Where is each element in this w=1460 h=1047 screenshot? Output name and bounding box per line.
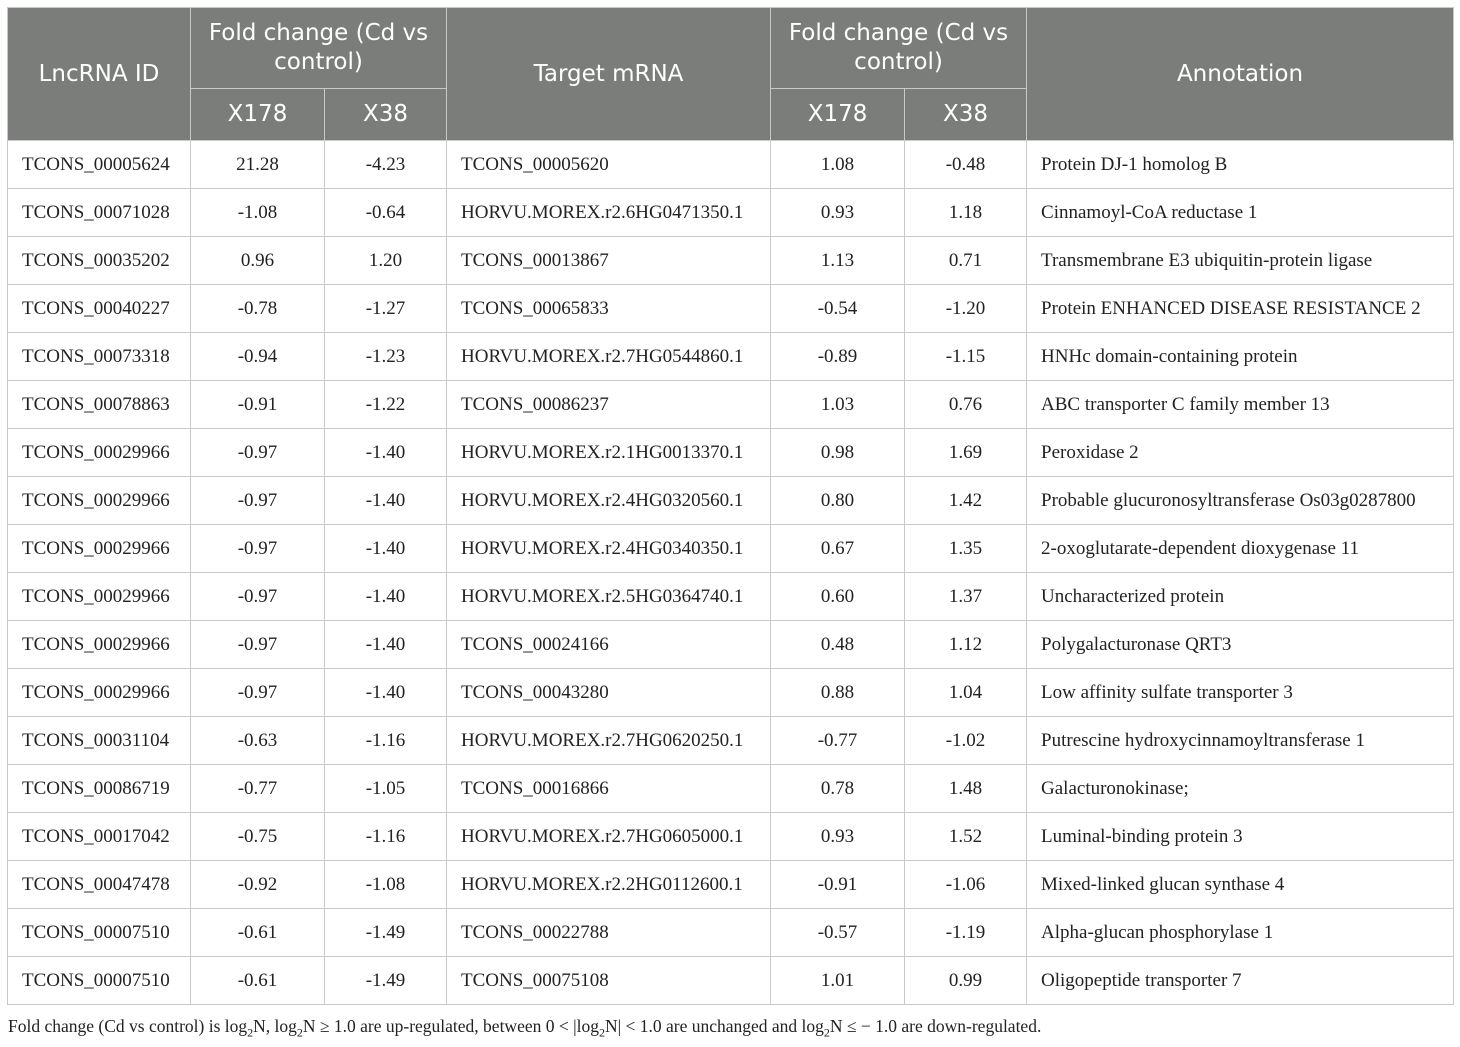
cell-mrna-x178: 1.01 <box>771 957 905 1005</box>
cell-mrna-x38: 0.76 <box>905 381 1027 429</box>
table-row <box>8 909 1454 957</box>
cell-mrna-x38: 1.35 <box>905 525 1027 573</box>
cell-lncrna-id: TCONS_00005624 <box>8 141 191 189</box>
cell-mrna-x38: 0.71 <box>905 237 1027 285</box>
cell-lncrna-x178: -0.97 <box>191 573 325 621</box>
cell-lncrna-x38: -1.40 <box>325 573 447 621</box>
cell-annotation: HNHc domain-containing protein <box>1027 333 1454 381</box>
cell-target-mrna: TCONS_00065833 <box>447 285 771 333</box>
cell-target-mrna: HORVU.MOREX.r2.7HG0620250.1 <box>447 717 771 765</box>
cell-lncrna-x38: -0.64 <box>325 189 447 237</box>
results-table <box>7 7 1454 1005</box>
cell-mrna-x38: 1.42 <box>905 477 1027 525</box>
cell-mrna-x178: -0.91 <box>771 861 905 909</box>
cell-target-mrna: HORVU.MOREX.r2.7HG0605000.1 <box>447 813 771 861</box>
table-row <box>8 669 1454 717</box>
cell-lncrna-x178: -0.97 <box>191 429 325 477</box>
cell-target-mrna: TCONS_00022788 <box>447 909 771 957</box>
table-row <box>8 525 1454 573</box>
cell-target-mrna: HORVU.MOREX.r2.7HG0544860.1 <box>447 333 771 381</box>
cell-lncrna-id: TCONS_00078863 <box>8 381 191 429</box>
cell-lncrna-x38: -1.16 <box>325 717 447 765</box>
cell-mrna-x38: 0.99 <box>905 957 1027 1005</box>
cell-lncrna-x38: -4.23 <box>325 141 447 189</box>
footnote-text-1: Fold change (Cd vs control) is log <box>8 1016 248 1036</box>
header-annotation: Annotation <box>1027 8 1454 141</box>
cell-target-mrna: TCONS_00013867 <box>447 237 771 285</box>
cell-annotation: ABC transporter C family member 13 <box>1027 381 1454 429</box>
cell-lncrna-x38: 1.20 <box>325 237 447 285</box>
cell-annotation: Protein ENHANCED DISEASE RESISTANCE 2 <box>1027 285 1454 333</box>
cell-lncrna-x178: -0.63 <box>191 717 325 765</box>
cell-lncrna-id: TCONS_00007510 <box>8 957 191 1005</box>
cell-lncrna-x178: -0.97 <box>191 669 325 717</box>
cell-mrna-x178: 1.03 <box>771 381 905 429</box>
cell-mrna-x38: -0.48 <box>905 141 1027 189</box>
cell-mrna-x178: 0.88 <box>771 669 905 717</box>
cell-annotation: Transmembrane E3 ubiquitin-protein ligase <box>1027 237 1454 285</box>
cell-target-mrna: TCONS_00086237 <box>447 381 771 429</box>
cell-lncrna-id: TCONS_00017042 <box>8 813 191 861</box>
cell-mrna-x178: 0.93 <box>771 189 905 237</box>
cell-annotation: Cinnamoyl-CoA reductase 1 <box>1027 189 1454 237</box>
footnote-text-2: N, log <box>253 1016 297 1036</box>
cell-target-mrna: HORVU.MOREX.r2.5HG0364740.1 <box>447 573 771 621</box>
cell-annotation: Protein DJ-1 homolog B <box>1027 141 1454 189</box>
cell-lncrna-id: TCONS_00029966 <box>8 573 191 621</box>
table-row <box>8 813 1454 861</box>
cell-lncrna-id: TCONS_00031104 <box>8 717 191 765</box>
table-row <box>8 381 1454 429</box>
table-row <box>8 861 1454 909</box>
cell-lncrna-x178: -0.78 <box>191 285 325 333</box>
cell-mrna-x178: 0.78 <box>771 765 905 813</box>
cell-target-mrna: HORVU.MOREX.r2.4HG0320560.1 <box>447 477 771 525</box>
table-row <box>8 573 1454 621</box>
cell-mrna-x38: -1.06 <box>905 861 1027 909</box>
cell-lncrna-x178: -0.97 <box>191 477 325 525</box>
table-row <box>8 189 1454 237</box>
cell-target-mrna: TCONS_00005620 <box>447 141 771 189</box>
table-row <box>8 141 1454 189</box>
cell-lncrna-x178: 0.96 <box>191 237 325 285</box>
cell-lncrna-x38: -1.16 <box>325 813 447 861</box>
cell-mrna-x38: -1.19 <box>905 909 1027 957</box>
header-lncrna-id: LncRNA ID <box>8 8 191 141</box>
cell-target-mrna: HORVU.MOREX.r2.6HG0471350.1 <box>447 189 771 237</box>
cell-target-mrna: HORVU.MOREX.r2.2HG0112600.1 <box>447 861 771 909</box>
cell-mrna-x178: 1.08 <box>771 141 905 189</box>
footnote-subscript: 2 <box>823 1025 830 1040</box>
table-row <box>8 237 1454 285</box>
cell-lncrna-x178: -0.97 <box>191 525 325 573</box>
cell-lncrna-id: TCONS_00007510 <box>8 909 191 957</box>
cell-lncrna-x38: -1.40 <box>325 477 447 525</box>
table-container <box>7 7 1453 1005</box>
cell-mrna-x178: -0.77 <box>771 717 905 765</box>
table-row <box>8 717 1454 765</box>
table-row <box>8 477 1454 525</box>
cell-lncrna-id: TCONS_00071028 <box>8 189 191 237</box>
table-row <box>8 333 1454 381</box>
header-x178-lncrna: X178 <box>191 89 325 141</box>
cell-mrna-x178: -0.89 <box>771 333 905 381</box>
footnote-subscript: 2 <box>598 1025 605 1040</box>
cell-annotation: Oligopeptide transporter 7 <box>1027 957 1454 1005</box>
cell-lncrna-x178: 21.28 <box>191 141 325 189</box>
cell-mrna-x38: 1.04 <box>905 669 1027 717</box>
cell-lncrna-id: TCONS_00029966 <box>8 621 191 669</box>
table-row <box>8 765 1454 813</box>
cell-lncrna-x38: -1.40 <box>325 525 447 573</box>
cell-mrna-x38: -1.15 <box>905 333 1027 381</box>
cell-mrna-x38: 1.37 <box>905 573 1027 621</box>
cell-mrna-x38: 1.48 <box>905 765 1027 813</box>
cell-lncrna-id: TCONS_00047478 <box>8 861 191 909</box>
cell-target-mrna: HORVU.MOREX.r2.4HG0340350.1 <box>447 525 771 573</box>
cell-lncrna-x178: -0.94 <box>191 333 325 381</box>
cell-lncrna-id: TCONS_00029966 <box>8 669 191 717</box>
footnote-subscript: 2 <box>247 1025 254 1040</box>
cell-target-mrna: TCONS_00075108 <box>447 957 771 1005</box>
table-row <box>8 285 1454 333</box>
cell-mrna-x38: 1.12 <box>905 621 1027 669</box>
cell-annotation: Mixed-linked glucan synthase 4 <box>1027 861 1454 909</box>
cell-lncrna-id: TCONS_00086719 <box>8 765 191 813</box>
cell-lncrna-id: TCONS_00040227 <box>8 285 191 333</box>
cell-mrna-x178: 0.93 <box>771 813 905 861</box>
cell-annotation: Uncharacterized protein <box>1027 573 1454 621</box>
cell-target-mrna: HORVU.MOREX.r2.1HG0013370.1 <box>447 429 771 477</box>
cell-lncrna-x38: -1.08 <box>325 861 447 909</box>
header-fold-change-lncrna: Fold change (Cd vs control) <box>191 8 447 89</box>
cell-annotation: Alpha-glucan phosphorylase 1 <box>1027 909 1454 957</box>
table-body <box>8 141 1454 1005</box>
cell-lncrna-x38: -1.22 <box>325 381 447 429</box>
cell-lncrna-x178: -0.91 <box>191 381 325 429</box>
cell-mrna-x38: 1.18 <box>905 189 1027 237</box>
cell-mrna-x178: 0.48 <box>771 621 905 669</box>
cell-lncrna-id: TCONS_00029966 <box>8 429 191 477</box>
cell-annotation: Peroxidase 2 <box>1027 429 1454 477</box>
cell-lncrna-x38: -1.40 <box>325 669 447 717</box>
cell-annotation: Low affinity sulfate transporter 3 <box>1027 669 1454 717</box>
cell-mrna-x178: 0.98 <box>771 429 905 477</box>
header-x38-lncrna: X38 <box>325 89 447 141</box>
cell-mrna-x38: -1.20 <box>905 285 1027 333</box>
cell-annotation: 2-oxoglutarate-dependent dioxygenase 11 <box>1027 525 1454 573</box>
cell-lncrna-x38: -1.05 <box>325 765 447 813</box>
cell-annotation: Galacturonokinase; <box>1027 765 1454 813</box>
cell-lncrna-x38: -1.40 <box>325 429 447 477</box>
header-fold-change-mrna: Fold change (Cd vs control) <box>771 8 1027 89</box>
cell-lncrna-x178: -0.77 <box>191 765 325 813</box>
cell-lncrna-x178: -0.61 <box>191 957 325 1005</box>
cell-lncrna-x38: -1.40 <box>325 621 447 669</box>
footnote-text-3: N ≥ 1.0 are up-regulated, between 0 < |log <box>302 1016 599 1036</box>
table-row <box>8 957 1454 1005</box>
cell-lncrna-id: TCONS_00029966 <box>8 477 191 525</box>
table-row <box>8 429 1454 477</box>
cell-lncrna-x178: -0.97 <box>191 621 325 669</box>
header-target-mrna: Target mRNA <box>447 8 771 141</box>
cell-lncrna-id: TCONS_00029966 <box>8 525 191 573</box>
cell-lncrna-x178: -1.08 <box>191 189 325 237</box>
footnote-text-4: N| < 1.0 are unchanged and log <box>604 1016 824 1036</box>
cell-annotation: Luminal-binding protein 3 <box>1027 813 1454 861</box>
cell-mrna-x178: -0.57 <box>771 909 905 957</box>
table-header <box>8 8 1454 141</box>
cell-mrna-x38: 1.69 <box>905 429 1027 477</box>
header-x38-mrna: X38 <box>905 89 1027 141</box>
cell-mrna-x178: 0.80 <box>771 477 905 525</box>
cell-lncrna-x178: -0.75 <box>191 813 325 861</box>
cell-annotation: Putrescine hydroxycinnamoyltransferase 1 <box>1027 717 1454 765</box>
table-row <box>8 621 1454 669</box>
cell-annotation: Polygalacturonase QRT3 <box>1027 621 1454 669</box>
cell-mrna-x178: 1.13 <box>771 237 905 285</box>
cell-annotation: Probable glucuronosyltransferase Os03g0287800 <box>1027 477 1454 525</box>
footnote-subscript: 2 <box>296 1025 303 1040</box>
cell-mrna-x178: -0.54 <box>771 285 905 333</box>
cell-lncrna-id: TCONS_00035202 <box>8 237 191 285</box>
cell-lncrna-x38: -1.27 <box>325 285 447 333</box>
cell-mrna-x178: 0.60 <box>771 573 905 621</box>
header-x178-mrna: X178 <box>771 89 905 141</box>
cell-mrna-x38: -1.02 <box>905 717 1027 765</box>
cell-target-mrna: TCONS_00043280 <box>447 669 771 717</box>
cell-mrna-x178: 0.67 <box>771 525 905 573</box>
cell-target-mrna: TCONS_00024166 <box>447 621 771 669</box>
cell-mrna-x38: 1.52 <box>905 813 1027 861</box>
cell-lncrna-x38: -1.23 <box>325 333 447 381</box>
footnote-text-5: N ≤ − 1.0 are down-regulated. <box>829 1016 1042 1036</box>
cell-target-mrna: TCONS_00016866 <box>447 765 771 813</box>
cell-lncrna-x178: -0.92 <box>191 861 325 909</box>
cell-lncrna-x178: -0.61 <box>191 909 325 957</box>
cell-lncrna-id: TCONS_00073318 <box>8 333 191 381</box>
cell-lncrna-x38: -1.49 <box>325 909 447 957</box>
table-footnote <box>8 1016 1448 1041</box>
cell-lncrna-x38: -1.49 <box>325 957 447 1005</box>
